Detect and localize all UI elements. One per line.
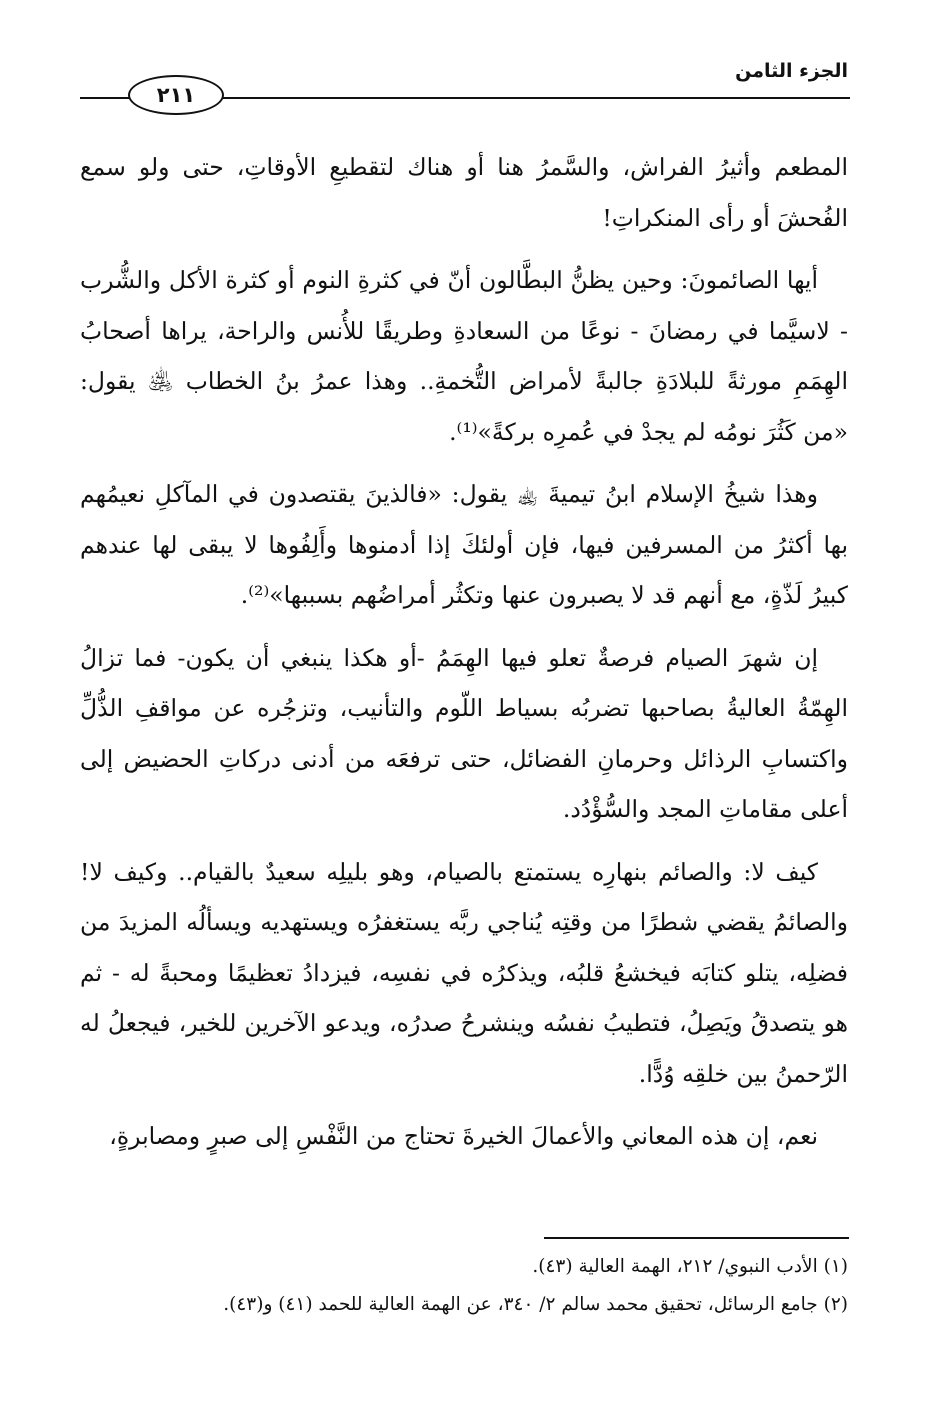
footnote-2: (٢) جامع الرسائل، تحقيق محمد سالم ٢/ ٣٤٠، عن الهمة العالية للحمد (٤١) و(٤٣).	[223, 1294, 848, 1315]
footnote-rule	[544, 1237, 849, 1239]
paragraph-4: إن شهرَ الصيام فرصةٌ تعلو فيها الهِمَمُ -أو هكذا ينبغي أن يكون- فما تزالُ الهِمّةُ العاليةُ بصاحبها تضربُه بسياط اللّوم والتأنيب، وتزجُره عن مواقفِ الذُّلِّ واكتسابِ الرذائل وحرمانِ الفضائل، حتى ترفعَه من أدنى دركاتِ الحضيض إلى أعلى مقاماتِ المجد والسُّؤْدُد.	[80, 643, 848, 823]
page-number	[128, 75, 224, 115]
footnotes	[80, 1248, 848, 1324]
paragraph-3: وهذا شيخُ الإسلام ابنُ تيميةَ ﵀ يقول: «فالذينَ يقتصدون في المآكلِ نعيمُهم بها أكثرُ من المسرفين فيها، فإن أولئكَ إذا أدمنوها وأَلِفُوها لا يبقى لها عندهم كبيرُ لَذّةٍ، مع أنهم قد لا يصبرون عنها وتكثُر أمراضُهم بسببها»⁽²⁾.	[80, 480, 848, 609]
running-head: الجزء الثامن	[735, 60, 848, 82]
body-text	[80, 142, 848, 1174]
paragraph-6: نعم، إن هذه المعاني والأعمالَ الخيرةَ تحتاج من النَّفْسِ إلى صبرٍ ومصابرةٍ،	[109, 1122, 818, 1150]
paragraph-1: المطعم وأثيرُ الفراش، والسَّمرُ هنا أو هناك لتقطيعِ الأوقاتِ، حتى ولو سمع الفُحشَ أو رأى المنكراتِ!	[80, 153, 848, 232]
page-number-text: ٢١١	[156, 83, 196, 107]
footnote-1: (١) الأدب النبوي/ ٢١٢، الهمة العالية (٤٣).	[532, 1256, 848, 1277]
paragraph-2: أيها الصائمونَ: وحين يظنُّ البطَّالون أنّ في كثرةِ النوم أو كثرة الأكل والشُّرب - لاسيَّما في رمضانَ - نوعًا من السعادةِ وطريقًا للأُنس والراحة، يراها أصحابُ الهِمَمِ مورثةً للبلادَةِ جالبةً لأمراض التُّخمةِ.. وهذا عمرُ بنُ الخطاب ﵁ يقول: «من كَثُرَ نومُه لم يجدْ في عُمرِه بركةً»⁽¹⁾.	[80, 266, 848, 446]
paragraph-5: كيف لا: والصائم بنهارِه يستمتع بالصيام، وهو بليلِه سعيدٌ بالقيام.. وكيف لا! والصائمُ يقضي شطرًا من وقتِه يُناجي ربَّه يستغفرُه ويستهديه ويسألُه المزيدَ من فضلِه، يتلو كتابَه فيخشعُ قلبُه، ويذكرُه في نفسِه، فيزدادُ تعظيمًا ومحبةً له - ثم هو يتصدقُ ويَصِلُ، فتطيبُ نفسُه وينشرحُ صدرُه، ويدعو الآخرين للخير، فيجعلُ له الرّحمنُ بين خلقِه وُدًّا.	[80, 857, 848, 1088]
